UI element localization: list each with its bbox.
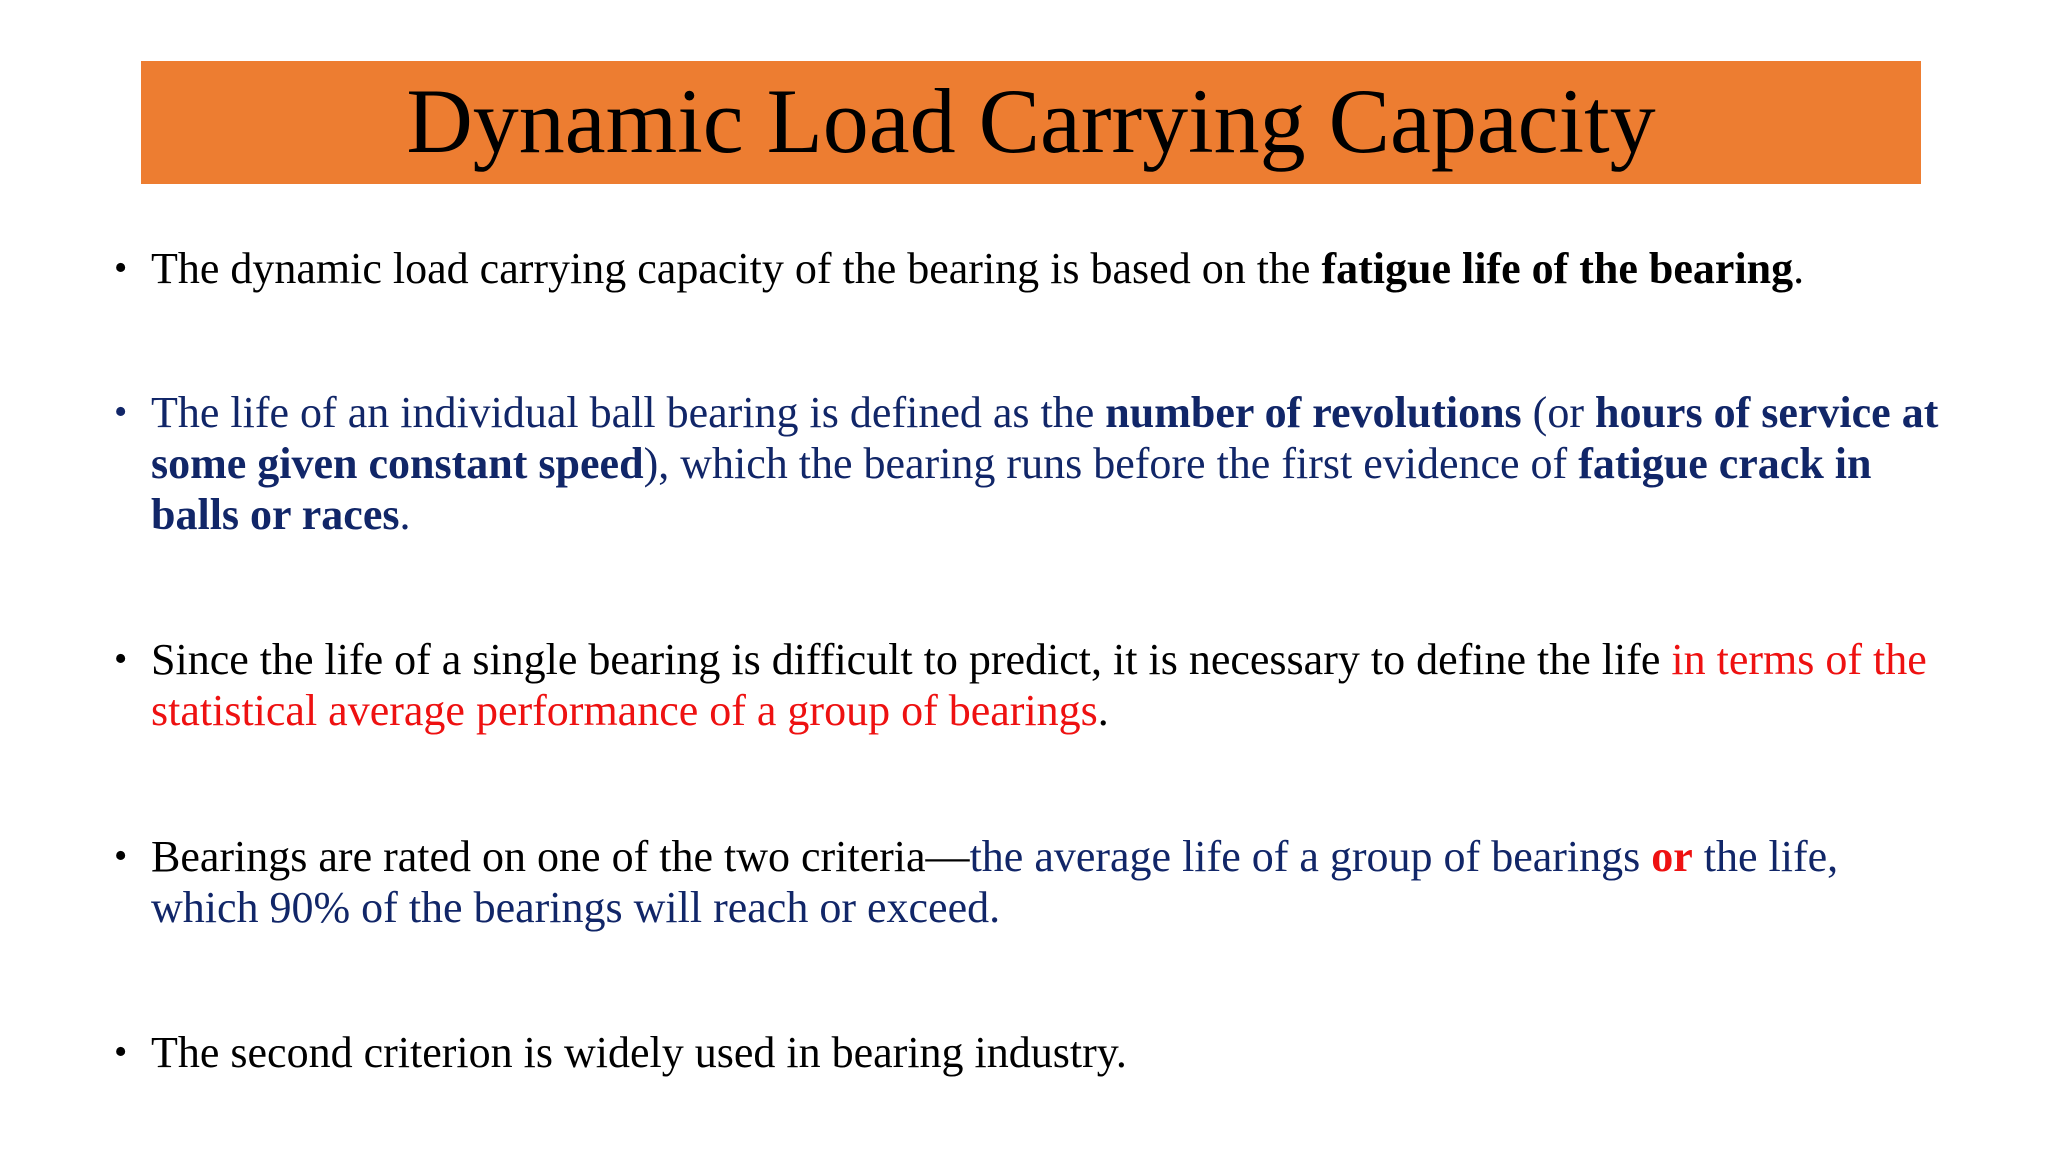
bullet-5-text <box>151 1027 1951 1078</box>
bullet-1-text <box>151 243 1951 294</box>
bullet-3-text <box>151 634 1951 736</box>
bullet-3-part-1: Since the life of a single bearing is difficult to predict, it is necessary to define the life <box>151 635 1672 684</box>
bullet-1-emphasis: fatigue life of the bearing <box>1321 244 1794 293</box>
bullet-3-part-3: . <box>1097 686 1109 735</box>
bullet-1-part-3: . <box>1793 244 1805 293</box>
bullet-dot: • <box>114 391 128 433</box>
slide-title: Dynamic Load Carrying Capacity <box>406 69 1656 172</box>
bullet-3-highlight: in terms of the statistical average performance of a group of bearings <box>151 635 1927 735</box>
bullet-2-emphasis-revolutions: number of revolutions <box>1105 388 1522 437</box>
bullet-dot: • <box>114 835 128 877</box>
bullet-2-emphasis-hours: hours of service at some given constant speed <box>151 388 1939 488</box>
bullet-dot: • <box>114 247 128 289</box>
bullet-2-part-7: . <box>399 490 411 539</box>
bullet-2-part-1: The life of an individual ball bearing is defined as the <box>151 388 1106 437</box>
bullet-dot: • <box>114 638 128 680</box>
bullet-1-part-1: The dynamic load carrying capacity of the bearing is based on the <box>151 244 1322 293</box>
bullet-2-part-3: (or <box>1521 388 1595 437</box>
bullet-dot: • <box>114 1031 128 1073</box>
bullet-4-or: or <box>1651 832 1693 881</box>
title-bar <box>141 61 1921 184</box>
bullet-2-part-5: ), which the bearing runs before the first evidence of <box>643 439 1579 488</box>
bullet-5-part-1: The second criterion is widely used in bearing industry. <box>151 1028 1127 1077</box>
bullet-2-text <box>151 387 1951 540</box>
bullet-2-emphasis-fatigue: fatigue crack in balls or races <box>151 439 1872 539</box>
bullet-4-part-2: the average life of a group of bearings <box>969 832 1652 881</box>
bullet-4-part-1: Bearings are rated on one of the two criteria— <box>151 832 970 881</box>
bullet-4-part-4: the life, which 90% of the bearings will reach or exceed. <box>151 832 1839 932</box>
bullet-4-text <box>151 831 1951 933</box>
